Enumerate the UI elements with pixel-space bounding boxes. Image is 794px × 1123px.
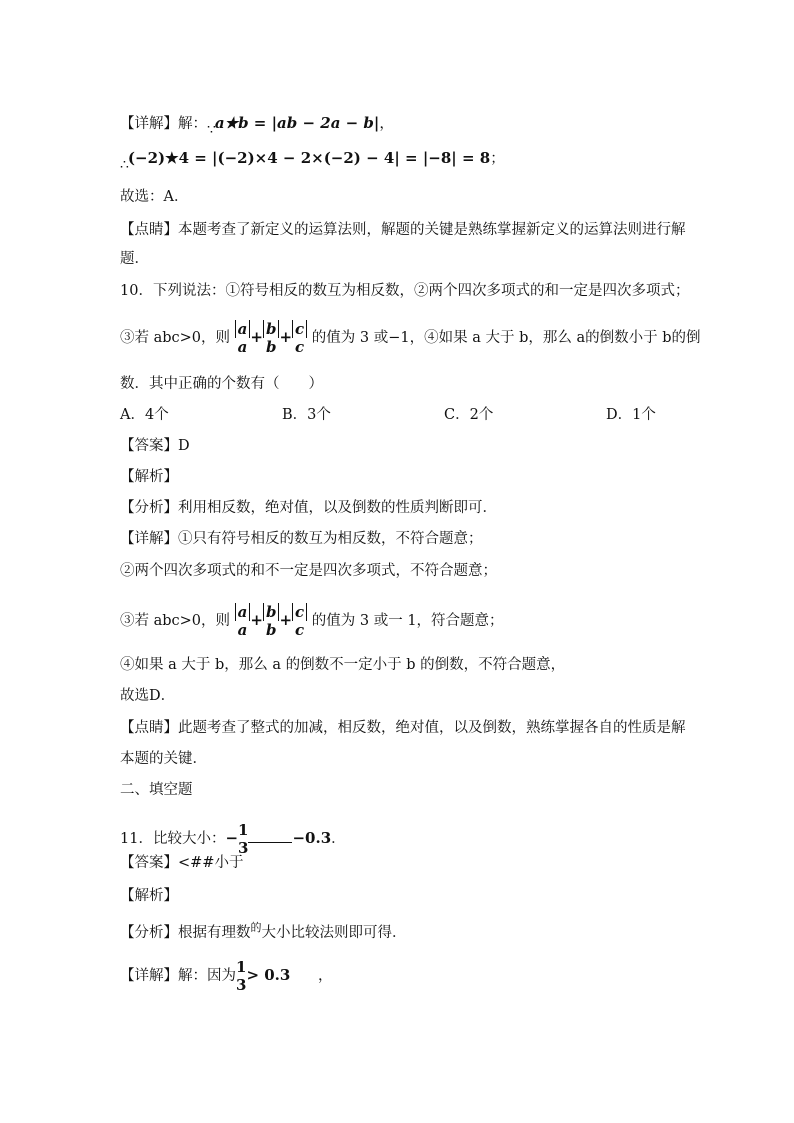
q10-comment-1: 【点睛】此题考查了整式的加减，相反数，绝对值，以及倒数，熟练掌握各自的性质是解 [120,720,686,736]
q10-stem-1: 10．下列说法：①符号相反的数互为相反数，②两个四次多项式的和一定是四次多项式； [120,283,690,299]
formula-calculation: (−2)★4 = |(−2)×4 − 2×(−2) − 4| = |−8| = 8 [127,149,491,167]
q11-analysis: 【解析】 [120,888,178,904]
q11-detail: 【详解】解：因为 1 3 > 0.3 ， [120,958,333,994]
option-d: D．1个 [606,407,656,423]
section-heading: 二、填空题 [120,782,193,798]
q10-options [120,405,680,425]
formula-definition: a★b = |ab − 2a − b| [214,114,380,132]
q9-comment: 【点睛】本题考查了新定义的运算法则，解题的关键是熟练掌握新定义的运算法则进行解 [120,222,686,238]
because-symbol: ∵ [207,122,215,138]
fraction-abs-c-over-c: c c [292,320,307,356]
therefore-symbol: ∴ [120,157,128,173]
option-c: C．2个 [444,407,494,423]
q11-analysis-hint: 【分析】根据有理数$^的$大小比较法则即可得． [120,921,407,941]
q9-detail-line: 【详解】解：∵a★b = |ab − 2a − b|， [120,114,394,138]
q11-answer: 【答案】<##小于 [120,855,244,871]
q10-answer: 【答案】D [120,438,190,454]
fraction-abs-c-over-c: c c [292,603,307,639]
q10-detail-4: ④如果 a 大于 b，那么 a 的倒数不一定小于 b 的倒数，不符合题意， [120,657,566,673]
q10-select: 故选D． [120,688,176,704]
q10-stem-2: ③若 abc>0，则 a a + b b + c c 的值为 3 或−1，④如果 a 大于 b，那么 a的倒数小于 b的倒 [120,320,701,356]
q10-detail-2: ②两个四次多项式的和不一定是四次多项式，不符合题意； [120,563,497,579]
fraction-abs-b-over-b: b b [263,320,280,356]
q10-comment-2: 本题的关键． [120,751,207,767]
q10-analysis: 【解析】 [120,469,178,485]
q10-detail-3: ③若 abc>0，则 a a + b b + c c 的值为 3 或一 1，符合题意； [120,603,504,639]
fraction-abs-a-over-a: a a [235,603,251,639]
q10-analysis-hint: 【分析】利用相反数，绝对值，以及倒数的性质判断即可． [120,500,497,516]
q9-calc-line: ∴(−2)★4 = |(−2)×4 − 2×(−2) − 4| = |−8| = 8； [120,149,505,173]
fraction-one-third: 1 3 [236,958,247,994]
option-a: A．4个 [120,407,169,423]
answer-blank [248,828,292,843]
q10-stem-3: 数．其中正确的个数有（ ） [120,376,323,392]
fraction-abs-a-over-a: a a [235,320,251,356]
option-b: B．3个 [282,407,331,423]
q10-detail-1: 【详解】①只有符号相反的数互为相反数，不符合题意； [120,531,483,547]
q9-select: 故选：A． [120,189,189,205]
q11-stem: 11．比较大小：− 1 3 −0.3． [120,821,346,857]
fraction-abs-b-over-b: b b [263,603,280,639]
q9-comment-cont: 题． [120,251,149,267]
fraction-one-third: 1 3 [238,821,249,857]
